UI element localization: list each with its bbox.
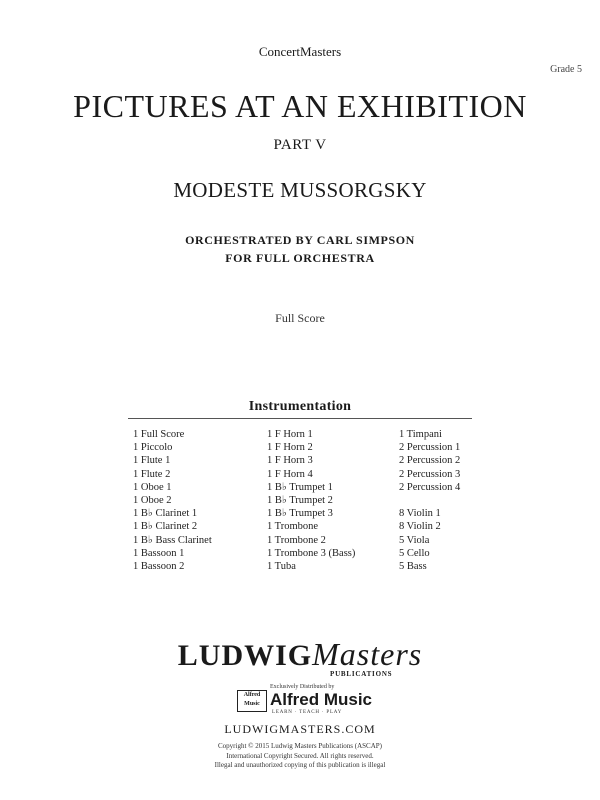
instrument-item: 5 Bass (399, 561, 427, 573)
instrument-item: 1 Oboe 2 (133, 495, 172, 507)
logo-text-masters: Masters (312, 636, 423, 672)
instrumentation-heading: Instrumentation (248, 399, 352, 414)
logo-text-ludwig: LUDWIG (177, 639, 313, 672)
instrument-item: 5 Cello (399, 547, 430, 559)
instrument-item: 1 Bassoon 2 (133, 561, 185, 573)
instrument-item: 8 Violin 1 (399, 508, 441, 520)
instrument-item: 1 Tuba (267, 561, 296, 573)
instrument-item: 1 B♭ Bass Clarinet (133, 534, 212, 546)
instrument-item: 1 B♭ Trumpet 1 (267, 481, 333, 493)
orchestration-line-2: FOR FULL ORCHESTRA (225, 251, 375, 265)
series-name: ConcertMasters (258, 44, 342, 59)
instrument-item: 1 Flute 2 (133, 468, 171, 480)
instrument-column-brass (267, 428, 355, 573)
logo-subtitle: PUBLICATIONS (330, 670, 393, 678)
alfred-box-bottom: Music (244, 701, 260, 707)
instrument-column-percussion-strings (399, 428, 460, 573)
alfred-music-name: Alfred Music (270, 690, 373, 709)
instrument-item: 1 Trombone 3 (Bass) (267, 547, 356, 559)
instrument-item: 1 B♭ Trumpet 3 (267, 508, 333, 520)
alfred-logo-icon (237, 690, 267, 712)
instrument-item: 1 Oboe 1 (133, 481, 172, 493)
grade-label: Grade 5 (550, 64, 582, 75)
copyright-line-1: Copyright © 2015 Ludwig Masters Publications (ASCAP) (218, 742, 382, 750)
page-title: PICTURES AT AN EXHIBITION (73, 88, 527, 124)
instrument-item: 8 Violin 2 (399, 521, 441, 533)
column-spacer (399, 494, 460, 507)
instrument-item: 1 Timpani (399, 429, 442, 440)
publisher-url: LUDWIGMASTERS.COM (224, 722, 376, 736)
composer-name: MODESTE MUSSORGSKY (173, 178, 427, 202)
instrument-item: 1 F Horn 3 (267, 455, 313, 467)
copyright-line-3: Illegal and unauthorized copying of this publication is illegal (214, 761, 386, 769)
alfred-box-top: Alfred (243, 692, 261, 698)
instrument-item: 1 F Horn 4 (267, 468, 313, 480)
copyright-notice (0, 742, 600, 771)
distribution-note: Exclusively Distributed by (270, 684, 335, 690)
instrument-item: 1 Piccolo (133, 442, 173, 454)
instrument-item: 1 F Horn 2 (267, 442, 313, 454)
instrument-item: 1 Trombone 2 (267, 534, 326, 546)
orchestration-credit (0, 231, 600, 267)
alfred-tagline: LEARN · TEACH · PLAY (272, 710, 343, 715)
instrument-item: 2 Percussion 2 (399, 455, 461, 467)
instrument-item: 1 Bassoon 1 (133, 547, 185, 559)
instrument-column-winds (133, 428, 212, 573)
score-type: Full Score (275, 311, 325, 325)
instrumentation-divider (128, 418, 472, 419)
instrument-item: 1 F Horn 1 (267, 429, 313, 440)
copyright-line-2: International Copyright Secured. All rights reserved. (226, 751, 374, 760)
instrument-item: 1 Full Score (133, 429, 185, 440)
instrument-item: 1 Flute 1 (133, 455, 171, 467)
orchestration-line-1: ORCHESTRATED BY CARL SIMPSON (185, 233, 415, 247)
ludwig-masters-logo (0, 636, 600, 673)
instrument-item: 1 B♭ Clarinet 2 (133, 521, 198, 533)
instrument-item: 1 Trombone (267, 521, 319, 533)
instrument-item: 1 B♭ Trumpet 2 (267, 495, 333, 507)
instrument-item: 2 Percussion 1 (399, 442, 461, 454)
instrument-item: 1 B♭ Clarinet 1 (133, 508, 198, 520)
instrument-item: 2 Percussion 3 (399, 468, 461, 480)
part-label: PART V (273, 137, 327, 153)
instrument-item: 5 Viola (399, 534, 430, 546)
instrument-item: 2 Percussion 4 (399, 481, 461, 493)
